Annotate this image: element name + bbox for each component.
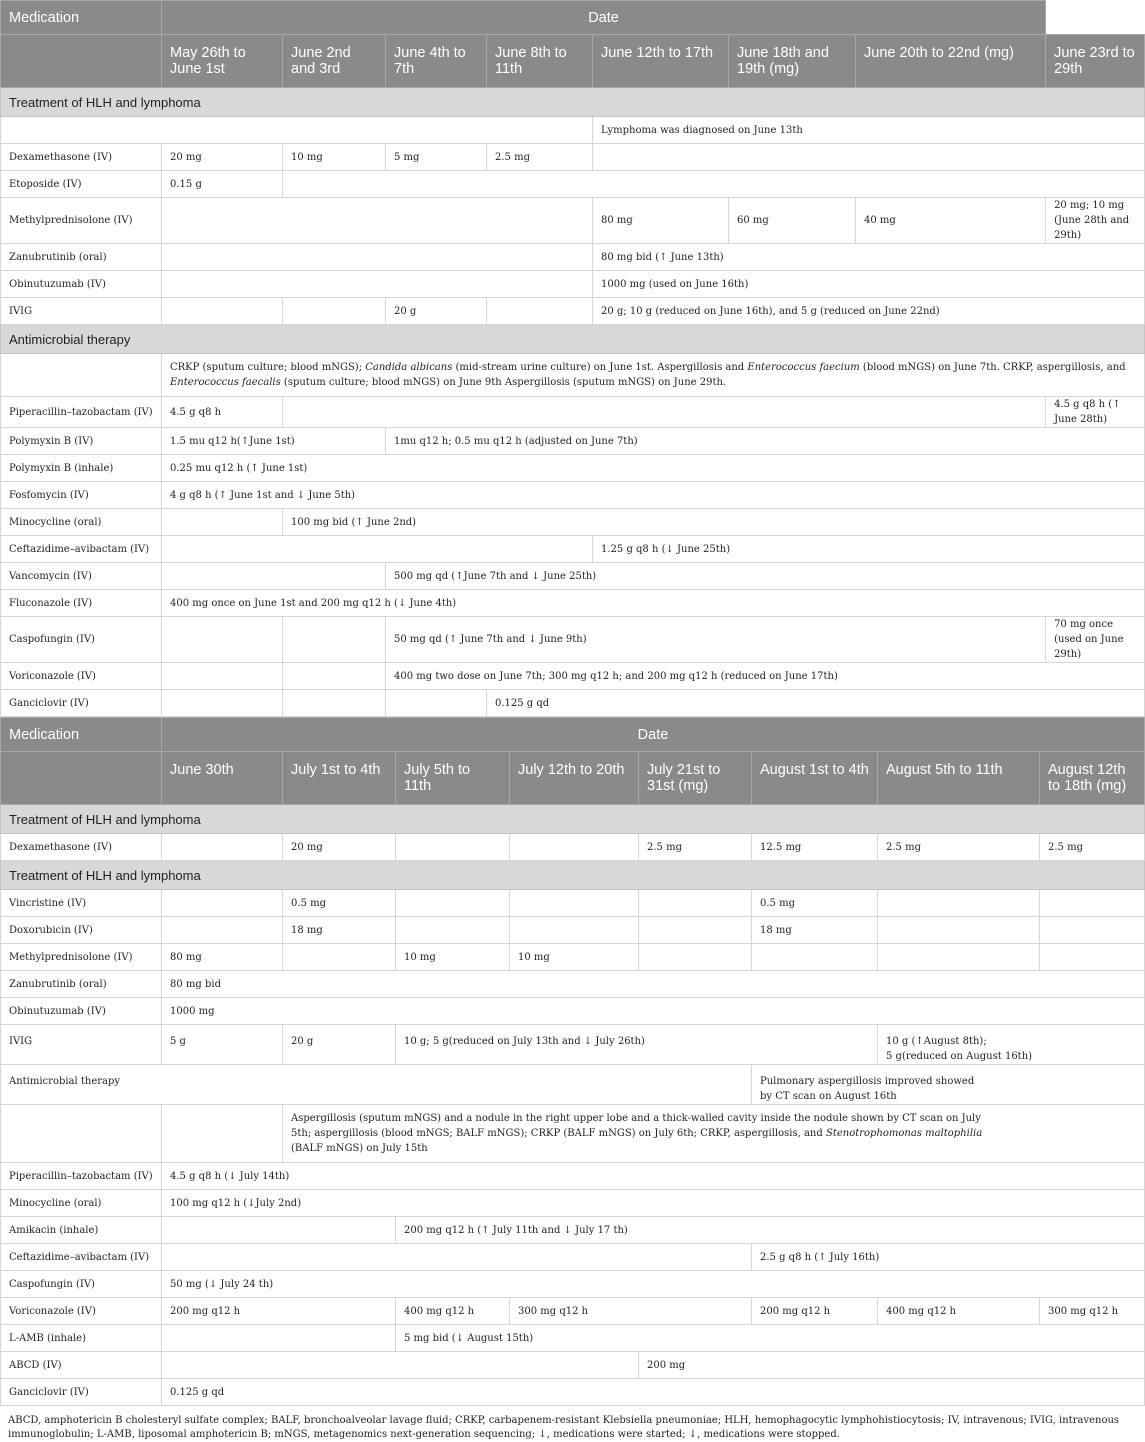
table-cell: 2.5 g q8 h (↑ July 16th) bbox=[752, 1244, 1145, 1271]
table-cell bbox=[283, 397, 1046, 428]
table-cell: 2.5 mg bbox=[1040, 834, 1145, 861]
table-cell: 400 mg q12 h bbox=[878, 1298, 1040, 1325]
note-cell bbox=[752, 1065, 1145, 1105]
table-cell: 18 mg bbox=[752, 917, 878, 944]
drug-name: Dexamethasone (IV) bbox=[1, 834, 162, 861]
table-cell: 200 mg q12 h bbox=[752, 1298, 878, 1325]
section-header: Treatment of HLH and lymphoma bbox=[1, 805, 1145, 834]
table-cell bbox=[162, 917, 283, 944]
table-cell bbox=[162, 198, 593, 244]
drug-name: Vancomycin (IV) bbox=[1, 563, 162, 590]
table-cell: 0.125 g qd bbox=[487, 690, 1145, 717]
drug-name: Polymyxin B (IV) bbox=[1, 428, 162, 455]
table-cell bbox=[162, 1352, 639, 1379]
table-cell bbox=[593, 144, 1145, 171]
table-cell: 20 g; 10 g (reduced on June 16th), and 5 g (reduced on June 22nd) bbox=[593, 298, 1145, 325]
table-cell: 100 mg bid (↑ June 2nd) bbox=[283, 509, 1145, 536]
table-cell: 200 mg q12 h bbox=[162, 1298, 396, 1325]
table-cell bbox=[162, 690, 283, 717]
note-cell: Lymphoma was diagnosed on June 13th bbox=[593, 117, 1145, 144]
table-cell bbox=[878, 890, 1040, 917]
ivig-note-line: 10 g (↑August 8th); bbox=[886, 1036, 987, 1047]
drug-name: Zanubrutinib (oral) bbox=[1, 244, 162, 271]
table-cell bbox=[283, 171, 1145, 198]
table-cell: 0.15 g bbox=[162, 171, 283, 198]
drug-name: Amikacin (inhale) bbox=[1, 1217, 162, 1244]
table-cell: 1000 mg (used on June 16th) bbox=[593, 271, 1145, 298]
date-column-header: June 20th to 22nd (mg) bbox=[856, 35, 1046, 88]
table-cell: 300 mg q12 h bbox=[1040, 1298, 1145, 1325]
table-cell bbox=[639, 890, 752, 917]
date-column-header: June 18th and 19th (mg) bbox=[729, 35, 856, 88]
drug-name: Ceftazidime–avibactam (IV) bbox=[1, 1244, 162, 1271]
table-cell: 5 mg bbox=[386, 144, 487, 171]
table-cell bbox=[162, 1244, 752, 1271]
organism-name: Enterococcus faecium bbox=[747, 362, 860, 373]
drug-name: Fosfomycin (IV) bbox=[1, 482, 162, 509]
date-column-header: August 1st to 4th bbox=[752, 752, 878, 805]
table-cell: 80 mg bbox=[593, 198, 729, 244]
date-column-header: June 23rd to 29th bbox=[1046, 35, 1145, 88]
section-header: Antimicrobial therapy bbox=[1, 325, 1145, 354]
note-text: Aspergillosis (sputum mNGS) and a nodule in the right upper lobe and a thick-walled cavity inside the nodule shown by CT scan on July 5th; aspergillosis (blood mNGS; BALF mNGS); CRKP (BALF mNGS) on July 6th; CRKP, aspergillosis, and bbox=[291, 1113, 981, 1139]
date-column-header: July 1st to 4th bbox=[283, 752, 396, 805]
table-cell: 40 mg bbox=[856, 198, 1046, 244]
table-cell bbox=[396, 890, 510, 917]
drug-name: Zanubrutinib (oral) bbox=[1, 971, 162, 998]
drug-name: ABCD (IV) bbox=[1, 1352, 162, 1379]
note-text: (BALF mNGS) on July 15th bbox=[291, 1143, 428, 1154]
medication-table-2 bbox=[0, 717, 1145, 1406]
footnote: ABCD, amphotericin B cholesteryl sulfate complex; BALF, bronchoalveolar lavage fluid; CRKP, carbapenem-resistant Klebsiella pneumoniae; HLH, hemophagocytic lymphohistiocytosis; IV, intravenous; IVIG, intravenous immunoglobulin; L-AMB, liposomal amphotericin B; mNGS, metagenomics next-generation sequencing; ↓, medications were started; ↓, medications were stopped. bbox=[8, 1415, 1120, 1440]
table-cell: 20 g bbox=[386, 298, 487, 325]
date-column-header: June 30th bbox=[162, 752, 283, 805]
table-cell bbox=[283, 298, 386, 325]
table-cell: 10 mg bbox=[283, 144, 386, 171]
note-line: Pulmonary aspergillosis improved showed bbox=[760, 1076, 975, 1087]
drug-name: Etoposide (IV) bbox=[1, 171, 162, 198]
drug-name: Piperacillin–tazobactam (IV) bbox=[1, 1163, 162, 1190]
table-cell bbox=[162, 563, 386, 590]
drug-name: Methylprednisolone (IV) bbox=[1, 944, 162, 971]
drug-name: Obinutuzumab (IV) bbox=[1, 271, 162, 298]
table-cell: 50 mg (↓ July 24 th) bbox=[162, 1271, 1145, 1298]
table-cell bbox=[283, 617, 386, 663]
table-cell: 70 mg once (used on June 29th) bbox=[1046, 617, 1145, 663]
table-cell bbox=[878, 944, 1040, 971]
table-cell: 10 g; 5 g(reduced on July 13th and ↓ July 26th) bbox=[396, 1025, 878, 1065]
drug-name: Antimicrobial therapy bbox=[1, 1065, 752, 1105]
table-cell: 10 mg bbox=[396, 944, 510, 971]
table-cell: 20 mg bbox=[162, 144, 283, 171]
organism-name: Stenotrophomonas maltophilia bbox=[825, 1128, 983, 1139]
table-cell bbox=[487, 298, 593, 325]
organism-name: Candida albicans bbox=[365, 362, 453, 373]
date-column-header: May 26th to June 1st bbox=[162, 35, 283, 88]
table-cell bbox=[878, 1025, 1145, 1065]
date-column-header: July 21st to 31st (mg) bbox=[639, 752, 752, 805]
table-cell bbox=[510, 917, 639, 944]
medication-header: Medication bbox=[1, 718, 162, 752]
date-column-header: June 2nd and 3rd bbox=[283, 35, 386, 88]
table-cell bbox=[878, 917, 1040, 944]
table-cell: 0.5 mg bbox=[752, 890, 878, 917]
note-cell bbox=[162, 354, 1145, 397]
table-cell: 1.5 mu q12 h(↑June 1st) bbox=[162, 428, 386, 455]
table-cell bbox=[1040, 890, 1145, 917]
table-cell: 4.5 g q8 h (↓ July 14th) bbox=[162, 1163, 1145, 1190]
table-cell: 0.5 mg bbox=[283, 890, 396, 917]
table-cell: 200 mg bbox=[639, 1352, 1145, 1379]
table-cell: 80 mg bid (↑ June 13th) bbox=[593, 244, 1145, 271]
table-cell bbox=[283, 944, 396, 971]
drug-name: IVIG bbox=[1, 1025, 162, 1065]
table-cell bbox=[639, 944, 752, 971]
date-column-header: June 4th to 7th bbox=[386, 35, 487, 88]
drug-name: Polymyxin B (inhale) bbox=[1, 455, 162, 482]
medication-table-1 bbox=[0, 0, 1145, 717]
table-cell bbox=[162, 1105, 283, 1163]
date-column-header: August 5th to 11th bbox=[878, 752, 1040, 805]
table-cell: 5 mg bid (↓ August 15th) bbox=[396, 1325, 1145, 1352]
table-cell: 12.5 mg bbox=[752, 834, 878, 861]
table-cell bbox=[1, 1105, 162, 1163]
table-cell: 4.5 g q8 h (↑ June 28th) bbox=[1046, 397, 1145, 428]
table-cell bbox=[1, 354, 162, 397]
date-column-header: June 8th to 11th bbox=[487, 35, 593, 88]
table-cell bbox=[162, 536, 593, 563]
note-text: (sputum culture; blood mNGS) on June 9th Aspergillosis (sputum mNGS) on June 29th. bbox=[280, 377, 727, 388]
table-cell bbox=[162, 298, 283, 325]
drug-name: Obinutuzumab (IV) bbox=[1, 998, 162, 1025]
drug-name: Caspofungin (IV) bbox=[1, 1271, 162, 1298]
table-cell bbox=[162, 617, 283, 663]
table-cell: 80 mg bid bbox=[162, 971, 1145, 998]
table-cell: 20 mg; 10 mg (June 28th and 29th) bbox=[1046, 198, 1145, 244]
table-cell bbox=[162, 1325, 396, 1352]
table-cell bbox=[162, 509, 283, 536]
drug-name: Methylprednisolone (IV) bbox=[1, 198, 162, 244]
table-cell bbox=[162, 244, 593, 271]
drug-name: L-AMB (inhale) bbox=[1, 1325, 162, 1352]
table-cell: 20 g bbox=[283, 1025, 396, 1065]
table-cell bbox=[396, 834, 510, 861]
date-column-header: August 12th to 18th (mg) bbox=[1040, 752, 1145, 805]
header-blank bbox=[1, 35, 162, 88]
table-cell bbox=[396, 917, 510, 944]
section-header: Treatment of HLH and lymphoma bbox=[1, 861, 1145, 890]
table-cell: 10 mg bbox=[510, 944, 639, 971]
table-cell: 4 g q8 h (↑ June 1st and ↓ June 5th) bbox=[162, 482, 1145, 509]
table-cell: 0.25 mu q12 h (↑ June 1st) bbox=[162, 455, 1145, 482]
table-cell bbox=[639, 917, 752, 944]
table-cell bbox=[162, 890, 283, 917]
note-text: (blood mNGS) on June 7th. CRKP, aspergillosis, and bbox=[859, 362, 1126, 373]
drug-name: IVIG bbox=[1, 298, 162, 325]
table-cell: 100 mg q12 h (↓July 2nd) bbox=[162, 1190, 1145, 1217]
drug-name: Ceftazidime–avibactam (IV) bbox=[1, 536, 162, 563]
drug-name: Piperacillin–tazobactam (IV) bbox=[1, 397, 162, 428]
table-cell bbox=[510, 834, 639, 861]
table-cell: 200 mg q12 h (↑ July 11th and ↓ July 17 th) bbox=[396, 1217, 1145, 1244]
table-cell: 400 mg once on June 1st and 200 mg q12 h (↓ June 4th) bbox=[162, 590, 1145, 617]
table-cell: 2.5 mg bbox=[878, 834, 1040, 861]
drug-name: Minocycline (oral) bbox=[1, 509, 162, 536]
drug-name: Ganciclovir (IV) bbox=[1, 690, 162, 717]
table-cell bbox=[752, 944, 878, 971]
drug-name: Ganciclovir (IV) bbox=[1, 1379, 162, 1406]
table-cell: 50 mg qd (↑ June 7th and ↓ June 9th) bbox=[386, 617, 1046, 663]
table-cell: 4.5 g q8 h bbox=[162, 397, 283, 428]
table-cell: 400 mg two dose on June 7th; 300 mg q12 h; and 200 mg q12 h (reduced on June 17th) bbox=[386, 663, 1145, 690]
drug-name: Voriconazole (IV) bbox=[1, 1298, 162, 1325]
table-cell bbox=[162, 663, 283, 690]
table-cell bbox=[1, 117, 593, 144]
table-cell: 1mu q12 h; 0.5 mu q12 h (adjusted on June 7th) bbox=[386, 428, 1145, 455]
table-cell: 2.5 mg bbox=[487, 144, 593, 171]
drug-name: Dexamethasone (IV) bbox=[1, 144, 162, 171]
date-header: Date bbox=[162, 718, 1145, 752]
drug-name: Vincristine (IV) bbox=[1, 890, 162, 917]
table-cell: 80 mg bbox=[162, 944, 283, 971]
drug-name: Minocycline (oral) bbox=[1, 1190, 162, 1217]
header-blank bbox=[1, 752, 162, 805]
note-text: CRKP (sputum culture; blood mNGS); bbox=[170, 362, 366, 373]
medication-header: Medication bbox=[1, 1, 162, 35]
date-column-header: July 12th to 20th bbox=[510, 752, 639, 805]
table-cell bbox=[510, 890, 639, 917]
table-cell: 20 mg bbox=[283, 834, 396, 861]
table-cell: 300 mg q12 h bbox=[510, 1298, 752, 1325]
organism-name: Enterococcus faecalis bbox=[170, 377, 281, 388]
note-line: by CT scan on August 16th bbox=[760, 1091, 897, 1102]
date-column-header: July 5th to 11th bbox=[396, 752, 510, 805]
ivig-note-line: 5 g(reduced on August 16th) bbox=[886, 1051, 1033, 1062]
table-cell: 400 mg q12 h bbox=[396, 1298, 510, 1325]
note-cell bbox=[283, 1105, 1145, 1163]
drug-name: Fluconazole (IV) bbox=[1, 590, 162, 617]
date-column-header: June 12th to 17th bbox=[593, 35, 729, 88]
table-cell: 1000 mg bbox=[162, 998, 1145, 1025]
table-cell: 2.5 mg bbox=[639, 834, 752, 861]
drug-name: Voriconazole (IV) bbox=[1, 663, 162, 690]
table-cell: 0.125 g qd bbox=[162, 1379, 1145, 1406]
table-cell: 5 g bbox=[162, 1025, 283, 1065]
table-cell bbox=[386, 690, 487, 717]
date-header: Date bbox=[162, 1, 1046, 35]
table-cell: 1.25 g q8 h (↓ June 25th) bbox=[593, 536, 1145, 563]
table-cell bbox=[162, 1217, 396, 1244]
table-cell: 18 mg bbox=[283, 917, 396, 944]
table-cell bbox=[1040, 944, 1145, 971]
table-cell bbox=[283, 663, 386, 690]
table-cell: 500 mg qd (↑June 7th and ↓ June 25th) bbox=[386, 563, 1145, 590]
table-cell bbox=[283, 690, 386, 717]
section-header: Treatment of HLH and lymphoma bbox=[1, 88, 1145, 117]
table-cell bbox=[162, 271, 593, 298]
table-cell: 60 mg bbox=[729, 198, 856, 244]
drug-name: Caspofungin (IV) bbox=[1, 617, 162, 663]
drug-name: Doxorubicin (IV) bbox=[1, 917, 162, 944]
note-text: (mid-stream urine culture) on June 1st. Aspergillosis and bbox=[452, 362, 748, 373]
table-cell bbox=[162, 834, 283, 861]
table-cell bbox=[1040, 917, 1145, 944]
